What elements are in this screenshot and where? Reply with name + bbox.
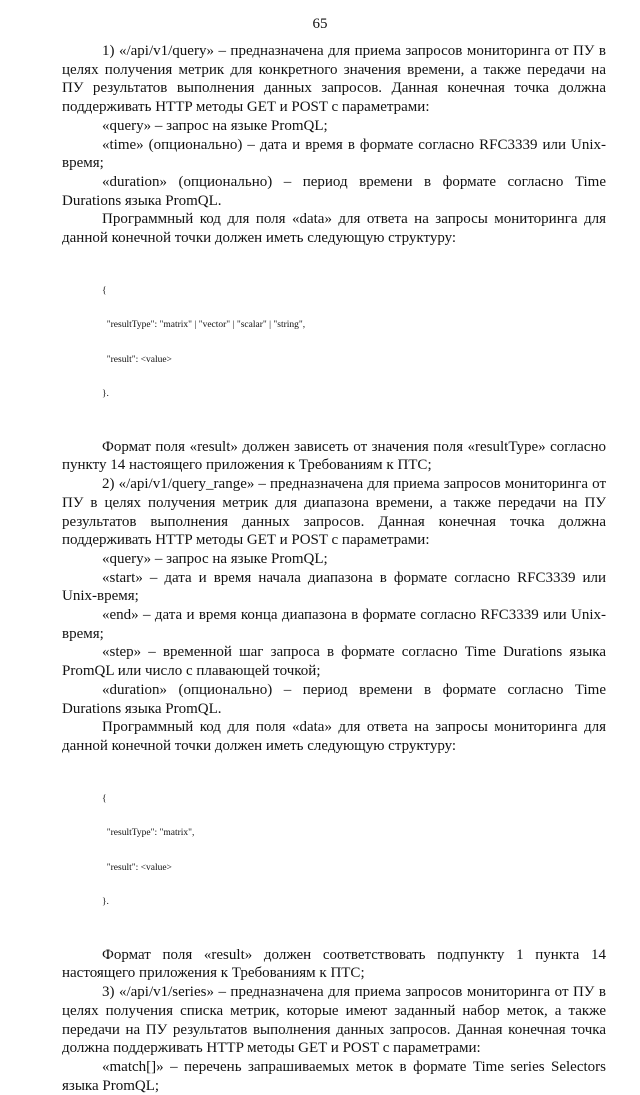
- page-number: 65: [312, 16, 328, 32]
- paragraph-result-format: Формат поля «result» должен зависеть от значения поля «resultType» согласно пункту 14 настоящего приложения к Требованиям к ПТС;: [62, 438, 606, 474]
- code-line: "resultType": "matrix" | "vector" | "scalar" | "string",: [102, 320, 306, 331]
- paragraph-data-structure: Программный код для поля «data» для ответа на запросы мониторинга для данной конечной точки должен иметь следующую структуру:: [62, 719, 606, 754]
- param-query: «query» – запрос на языке PromQL;: [102, 117, 328, 134]
- code-block-query-range: [102, 771, 606, 932]
- page-content: [62, 42, 606, 1095]
- paragraph-series-endpoint: 3) «/api/v1/series» – предназначена для приема запросов мониторинга от ПУ в целях получения списка метрик, которые имеют заданный набор меток, а также передачи на ПУ результатов выполнения данных запросов. Данная конечная точка должна поддерживать HTTP методы GET и POST с параметрами:: [62, 984, 606, 1057]
- code-line: {: [102, 793, 107, 804]
- param-step: «step» – временной шаг запроса в формате согласно Time Durations языка PromQL или число с плавающей точкой;: [62, 644, 606, 680]
- code-line: }.: [102, 897, 109, 908]
- param-match: «match[]» – перечень запрашиваемых меток в формате Time series Selectors языка PromQL;: [62, 1058, 606, 1094]
- code-line: {: [102, 285, 107, 296]
- param-query: «query» – запрос на языке PromQL;: [102, 550, 328, 567]
- code-block-query: [102, 263, 606, 424]
- paragraph-result-format: Формат поля «result» должен соответствовать подпункту 1 пункта 14 настоящего приложения к Требованиям к ПТС;: [62, 946, 606, 982]
- param-duration: «duration» (опционально) – период времени в формате согласно Time Durations языка PromQL.: [62, 173, 606, 209]
- paragraph-query-range-endpoint: 2) «/api/v1/query_range» – предназначена для приема запросов мониторинга от ПУ в целях получения метрик для диапазона времени, а также передачи на ПУ результатов выполнения данных запросов. Данная конечная точка должна поддерживать HTTP методы GET и POST с параметрами:: [62, 476, 606, 549]
- paragraph-data-structure: Программный код для поля «data» для ответа на запросы мониторинга для данной конечной точки должен иметь следующую структуру:: [62, 211, 606, 247]
- code-line: }.: [102, 389, 109, 400]
- code-line: "result": <value>: [102, 354, 172, 365]
- param-duration: «duration» (опционально) – период времени в формате согласно Time Durations языка PromQL.: [62, 681, 606, 717]
- param-time: «time» (опционально) – дата и время в формате согласно RFC3339 или Unix-время;: [62, 136, 606, 172]
- param-start: «start» – дата и время начала диапазона в формате согласно RFC3339 или Unix-время;: [62, 569, 606, 605]
- code-line: "resultType": "matrix",: [102, 828, 195, 839]
- param-end: «end» – дата и время конца диапазона в формате согласно RFC3339 или Unix-время;: [62, 607, 606, 642]
- code-line: "result": <value>: [102, 862, 172, 873]
- paragraph-query-endpoint: 1) «/api/v1/query» – предназначена для приема запросов мониторинга от ПУ в целях получения метрик для конкретного значения времени, а также передачи на ПУ результатов выполнения данных запросов. Данная конечная точка должна поддерживать HTTP методы GET и POST с параметрами:: [62, 43, 606, 116]
